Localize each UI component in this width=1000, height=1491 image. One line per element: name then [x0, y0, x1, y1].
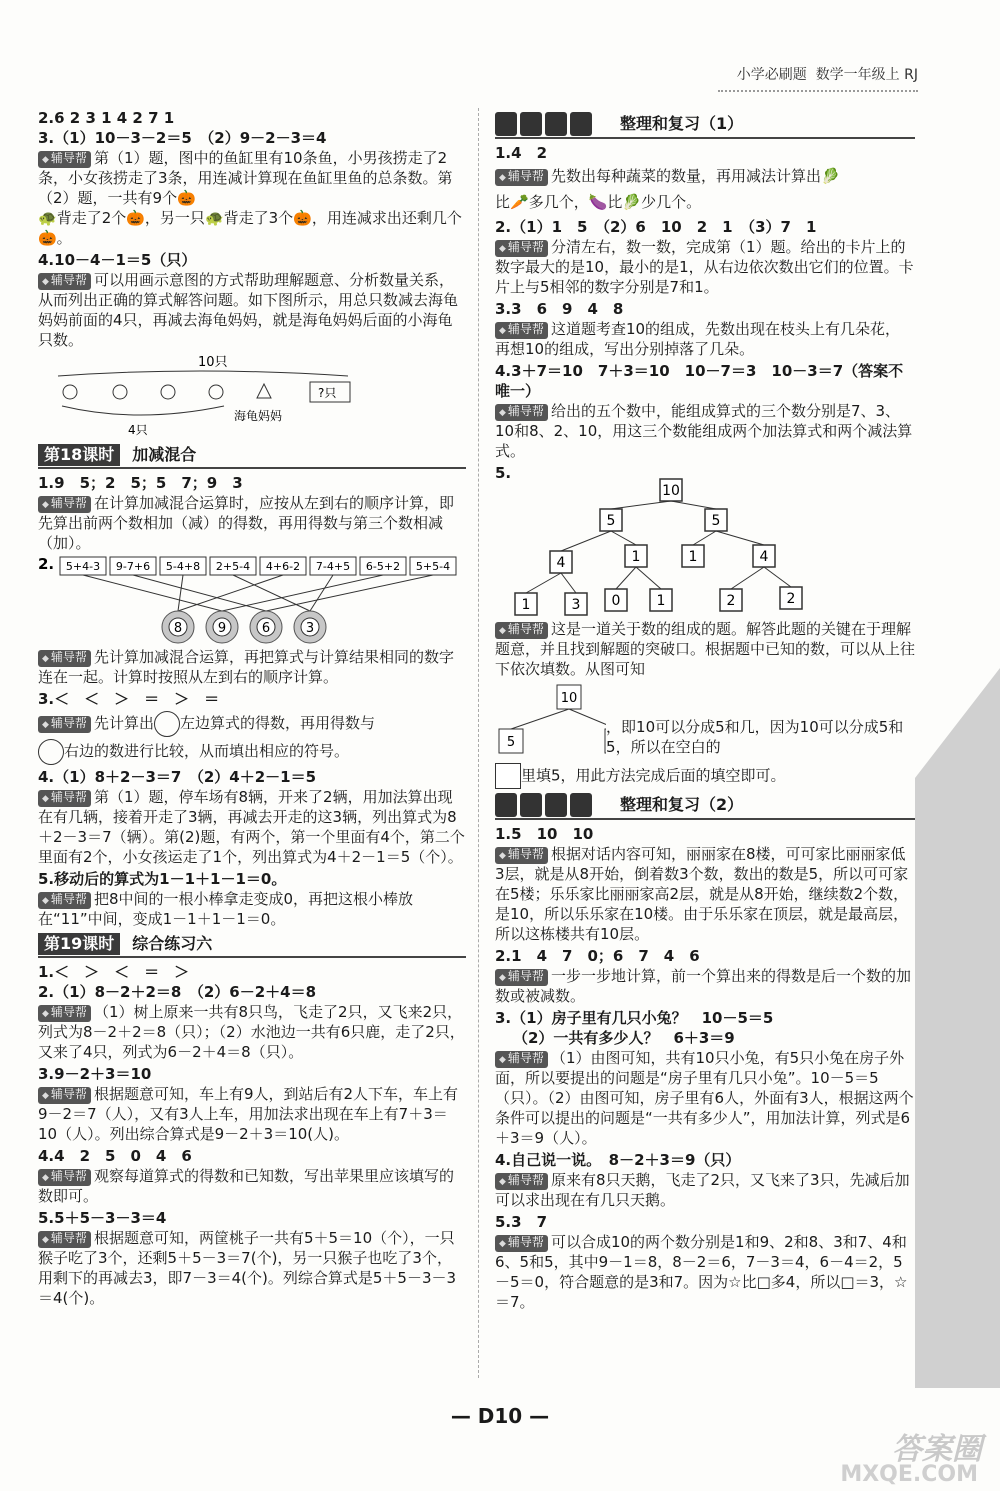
r1-answer-q5: 5. [495, 464, 512, 482]
flower-number: 9 [217, 621, 227, 636]
diagram-mom-label: 海龟妈妈 [234, 409, 283, 423]
mini-tree-row: 10 5 ，即10可以分成5和几，因为10可以分成5和5，所以在空白的 [495, 683, 915, 757]
lesson-18-header: 第18课时 加减混合 [38, 444, 466, 469]
header-divider [718, 90, 918, 92]
match-question-label: 2. [38, 555, 55, 573]
l18-answer-q1: 1.9 5；2 5；5 7；9 3 [38, 474, 243, 492]
r2-answer-q5: 5.3 7 [495, 1213, 548, 1231]
watermark-logo: 答案圈 [892, 1432, 982, 1467]
match-line [310, 575, 333, 611]
turtle-diagram [38, 352, 466, 440]
answer-q2: 2.6 2 3 1 4 2 7 1 [38, 109, 175, 127]
tree-node-value: 2 [726, 593, 736, 609]
tree-node-value: 4 [759, 549, 769, 565]
answer-q3: 3.（1）10－3－2＝5 （2）9－2－3＝4 [38, 129, 327, 147]
expression-text: 5-4+8 [165, 560, 201, 573]
page-header [737, 64, 918, 84]
r1-explanation-q2: ◆ 辅导帮 分清左右，数一数，完成第（1）题。给出的卡片上的数字最大的是10，最小的是1，从右边依次数出它们的位置。卡片上与5相邻的数字分别是7和1。 [495, 237, 915, 297]
l19-explanation-q3: ◆ 辅导帮 根据题意可知，车上有9人，到站后有2人下车，车上有9－2＝7（人），又有3人上车，用加法求出现在车上有7＋3＝10（人）。列出综合算式是9－2＋3＝10(人)。 [38, 1084, 466, 1144]
tree-node-value: 0 [611, 593, 621, 609]
r2-answer-q3a: 3.（1）房子里有几只小兔？ 10－5＝5 [495, 1009, 774, 1027]
r1-answer-q2: 2.（1）1 5 （2）6 10 2 1 （3）7 1 [495, 218, 817, 236]
r1-explanation-q3: ◆ 辅导帮 这道题考查10的组成，先数出现在枝头上有几朵花，再想10的组成，写出分别掉落了几朵。 [495, 319, 915, 359]
left-column [38, 108, 466, 1310]
review-1-header: 整理和复习（1） [495, 112, 915, 139]
l19-answer-q4: 4.4 2 5 0 4 6 [38, 1147, 192, 1165]
l18-explanation-q2: ◆ 辅导帮 先计算加减混合运算，再把算式与计算结果相同的数字连在一起。计算时按照从左到右的顺序计算。 [38, 647, 466, 687]
tree-edge [716, 531, 764, 545]
l19-answer-q5: 5.5＋5－3－3＝4 [38, 1209, 167, 1227]
r1-answer-q1: 1.4 2 [495, 144, 548, 162]
tree-edge [561, 573, 576, 593]
l19-explanation-q4: ◆ 辅导帮 观察每道算式的得数和已知数，写出苹果里应该填写的数即可。 [38, 1166, 466, 1206]
l18-answer-q3: 3.＜ ＜ ＞ ＝ ＞ ＝ [38, 690, 220, 708]
r1-explanation-q5-cont: 里填5，用此方法完成后面的填空即可。 [495, 763, 915, 789]
tree-node-value: 1 [688, 549, 698, 565]
r2-answer-q2: 2.1 4 7 0；6 7 4 6 [495, 947, 700, 965]
flower-number: 6 [261, 621, 271, 636]
tree-edge [731, 567, 764, 589]
column-divider [478, 108, 479, 1378]
expression-text: 6-5+2 [365, 560, 401, 573]
flower-number: 3 [305, 621, 315, 636]
tip-label: ◆ 辅导帮 [38, 151, 91, 168]
tree-node-value: 1 [631, 549, 641, 565]
tree-edge [764, 567, 791, 587]
r1-answer-q4: 4.3＋7＝10 7＋3＝10 10－7＝3 10－3＝7（答案不唯一） [495, 362, 904, 400]
r2-explanation-q3: ◆ 辅导帮 （1）由图可知，共有10只小兔，有5只小兔在房子外面，所以要提出的问题是“房子里有几只小兔”。10－5＝5（只）。（2）由图可知，房子里有6人，外面有3人，根据这两个条件可以提出的问题是“一共有多少人”，用加法计算，列式是6＋3＝9（人）。 [495, 1048, 915, 1148]
l18-answer-q5: 5.移动后的算式为1－1＋1－1＝0。 [38, 870, 287, 888]
tree-node-value: 2 [786, 591, 796, 607]
r2-answer-q1: 1.5 10 10 [495, 825, 594, 843]
l18-answer-q4: 4.（1）8＋2－3＝7 （2）4＋2－1＝5 [38, 768, 317, 786]
tree-edge [611, 501, 671, 509]
number-tree [495, 469, 915, 619]
r2-explanation-q4: ◆ 辅导帮 原来有8只天鹅，飞走了2只，又飞来了3只，先减后加可以求出现在有几只天鹅。 [495, 1170, 915, 1210]
tree-node-value: 3 [571, 597, 581, 613]
expression-text: 5+4-3 [65, 560, 101, 573]
match-line [222, 575, 383, 611]
l19-answer-q3: 3.9－2＋3＝10 [38, 1065, 152, 1083]
match-line [178, 575, 183, 611]
r1-explanation-q5: ◆ 辅导帮 这是一道关于数的组成的题。解答此题的关键在于理解题意，并且找到解题的突破口。根据题中已知的数，可以从上往下依次填数。从图可知 [495, 619, 915, 679]
tree-edge [526, 573, 561, 593]
r1-explanation-q4: ◆ 辅导帮 给出的五个数中，能组成算式的三个数分别是7、3、10和8、2、10，用这三个数能组成两个加法算式和两个减法算式。 [495, 401, 915, 461]
explanation-q4: ◆ 辅导帮 可以用画示意图的方式帮助理解题意、分析数量关系，从而列出正确的算式解答问题。如下图所示，用总只数减去海龟妈妈前面的4只，再减去海龟妈妈，就是海龟妈妈后面的小海龟只数。 [38, 270, 466, 350]
mini-tree-edge [569, 709, 606, 729]
r2-explanation-q2: ◆ 辅导帮 一步一步地计算，前一个算出来的得数是后一个数的加数或被减数。 [495, 966, 915, 1006]
tree-node-value: 1 [521, 597, 531, 613]
r2-answer-q3b: （2）一共有多少人？ 6＋3＝9 [513, 1029, 735, 1047]
mini-tree-edge [511, 709, 569, 729]
lesson-19-header: 第19课时 综合练习六 [38, 933, 466, 958]
l19-explanation-q5: ◆ 辅导帮 根据题意可知，两筐桃子一共有5＋5＝10（个），一只猴子吃了3个，还剩5＋5－3＝7(个)，另一只猴子也吃了3个，用剩下的再减去3，即7－3＝4(个)。列综合算式是5＋5－3－3＝4(个)。 [38, 1228, 466, 1308]
r1-explanation-q1: ◆ 辅导帮 先数出每种蔬菜的数量，再用减法计算出🥬 比🥕多几个，🍆比🥬少几个。 [495, 163, 915, 215]
tree-node-value: 5 [711, 513, 721, 529]
mini-tree-left-value: 5 [506, 735, 516, 750]
expression-text: 4+6-2 [265, 560, 301, 573]
l18-explanation-q3: ◆ 辅导帮 先计算出 左边算式的得数，再用得数与 右边的数进行比较，从而填出相应的符号。 [38, 709, 466, 765]
tree-edge [616, 567, 636, 589]
watermark-url: MXQE.COM [840, 1462, 978, 1487]
expression-text: 9-7+6 [115, 560, 151, 573]
l19-answer-q1: 1.＜ ＞ ＜ ＝ ＞ [38, 963, 190, 981]
r1-answer-q3: 3.3 6 9 4 8 [495, 300, 624, 318]
match-line [178, 575, 283, 611]
review-2-header: 整理和复习（2） [495, 793, 915, 820]
diagram-unknown-label: ?只 [318, 386, 337, 400]
tree-edge [636, 567, 661, 589]
tree-edge [693, 531, 716, 545]
tree-edge [671, 501, 716, 509]
expression-text: 7-4+5 [315, 560, 351, 573]
page-number: — D10 — [450, 1404, 550, 1428]
l18-explanation-q4: ◆ 辅导帮 第（1）题，停车场有8辆，开来了2辆，用加法算出现在有几辆，接着开走了3辆，再减去开走的这3辆，列出算式为8＋2－3＝7（辆）。第(2)题，有两个，第一个里面有4个，第二个里面有2个，小女孩运走了1个，列出算式为4＋2－1＝5（个）。 [38, 787, 466, 867]
tree-edge [561, 531, 611, 551]
l18-explanation-q5: ◆ 辅导帮 把8中间的一根小棒拿走变成0，再把这根小棒放在“11”中间，变成1－1＋1－1＝0。 [38, 889, 466, 929]
right-column [495, 108, 915, 1314]
l18-explanation-q1: ◆ 辅导帮 在计算加减混合运算时，应按从左到右的顺序计算，即先算出前两个数相加（减）的得数，再用得数与第三个数相减（加）。 [38, 493, 466, 553]
diagram-four-label: 4只 [128, 423, 148, 437]
expression-text: 5+5-4 [415, 560, 451, 573]
tree-node-value: 4 [556, 555, 566, 571]
diagram-total-label: 10只 [198, 355, 228, 370]
tree-edge [611, 531, 636, 545]
r2-explanation-q5: ◆ 辅导帮 可以合成10的两个数分别是1和9、2和8、3和7、4和6、5和5，其中9－1＝8，8－2＝6，7－3＝4，6－4＝2，5－5＝0，符合题意的是3和7。因为☆比□多4，所以□＝3，☆＝7。 [495, 1232, 915, 1312]
r2-explanation-q1: ◆ 辅导帮 根据对话内容可知，丽丽家在8楼，可可家比丽丽家低3层，就是从8开始，倒着数3个数，数出的数是5，所以可可家在5楼；乐乐家比丽丽家高2层，就是从8开始，继续数2个数，是10，所以乐乐家在10楼。由于乐乐家在顶层，就是最高层，所以这栋楼共有10层。 [495, 844, 915, 944]
tree-node-value: 10 [662, 483, 680, 499]
mini-tree [495, 683, 606, 757]
l19-explanation-q2: ◆ 辅导帮 （1）树上原来一共有8只鸟，飞走了2只，又飞来2只，列式为8－2＋2＝8（只）；（2）水池边一共有6只鹿，走了2只，又来了4只，列式为6－2＋4＝8（只）。 [38, 1002, 466, 1062]
flower-number: 8 [173, 621, 183, 636]
match-line [266, 575, 433, 611]
subject-name: 数学一年级上 RJ [815, 67, 918, 83]
matching-diagram [38, 555, 466, 647]
explanation-q3: ◆ 辅导帮 第（1）题，图中的鱼缸里有10条鱼，小男孩捞走了2条，小女孩捞走了3条，用连减计算现在鱼缸里鱼的总条数。第（2）题，一共有9个🎃 🐢背走了2个🎃，另一只🐢背走了3个🎃，用连减求出还剩几个🎃。 [38, 148, 466, 248]
tree-node-value: 5 [606, 513, 616, 529]
series-name: 小学必刷题 [736, 67, 807, 83]
tree-node-value: 1 [656, 593, 666, 609]
mini-tree-top-value: 10 [560, 691, 578, 706]
answer-q4: 4.10－4－1＝5（只） [38, 251, 197, 269]
r2-answer-q4: 4.自己说一说。 8－2＋3＝9（只） [495, 1151, 741, 1169]
decorative-pencil-shape [915, 668, 1000, 1388]
expression-text: 2+5-4 [215, 560, 251, 573]
l19-answer-q2: 2.（1）8－2＋2＝8 （2）6－2＋4＝8 [38, 983, 317, 1001]
